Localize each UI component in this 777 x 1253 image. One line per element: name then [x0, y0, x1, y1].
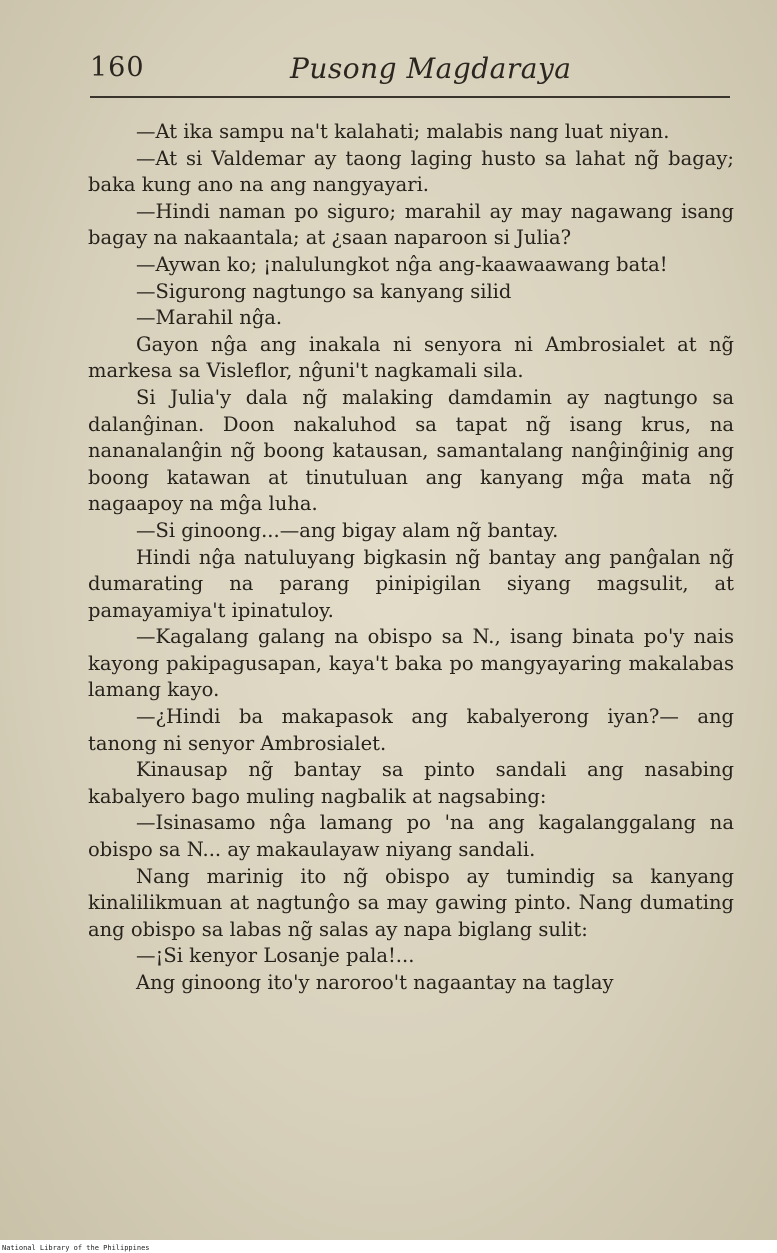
header-rule — [90, 96, 730, 98]
paragraph: —Si ginoong...—ang bigay alam ng̃ bantay. — [136, 518, 559, 542]
body-text — [88, 119, 734, 997]
page-number: 160 — [90, 52, 145, 83]
paragraph: —Sigurong nagtungo sa kanyang silid — [136, 279, 512, 303]
paragraph: Kinausap ng̃ bantay sa pinto sandali ang nasabing kabalyero bago muling nagbalik at nagsabing: — [88, 758, 734, 808]
paragraph: —Isinasamo nĝa lamang po 'na ang kagalanggalang na obispo sa N... ay makaulayaw niyang sandali. — [88, 811, 734, 862]
paragraph: Ang ginoong ito'y naroroo't nagaantay na taglay — [136, 971, 614, 994]
paragraph: —Marahil nĝa. — [136, 306, 283, 330]
paragraph: —¡Si kenyor Losanje pala!... — [136, 944, 415, 968]
paragraph: —Kagalang galang na obispo sa N., isang binata po'y nais kayong pakipagusapan, kaya't baka po mangyayaring makalabas lamang kayo. — [88, 625, 734, 702]
paragraph: Si Julia'y dala ng̃ malaking damdamin ay nagtungo sa dalanĝinan. Doon nakaluhod sa tapat ng̃ isang krus, na nananalanĝin ng̃ boong katausan, samantalang nanĝinĝinig ang boong katawan at tinutuluan ang kanyang mĝa mata ng̃ nagaapoy na mĝa luha. — [88, 385, 734, 516]
paragraph: —At ika sampu na't kalahati; malabis nang luat niyan. — [136, 120, 670, 143]
paragraph: —Aywan ko; ¡nalulungkot nĝa ang-kaawaawang bata! — [136, 252, 668, 276]
page-header — [90, 50, 730, 90]
paragraph: Nang marinig ito ng̃ obispo ay tumindig sa kanyang kinalilikmuan at nagtunĝo sa may gawing pinto. Nang dumating ang obispo sa labas ng̃ salas ay napa biglang sulit: — [88, 864, 734, 941]
running-title: Pusong Magdaraya — [290, 52, 572, 85]
paragraph: —Hindi naman po siguro; marahil ay may nagawang isang bagay na nakaantala; at ¿saan naparoon si Julia? — [88, 199, 734, 250]
library-credit: National Library of the Philippines — [2, 1244, 150, 1252]
paragraph: Hindi nĝa natuluyang bigkasin ng̃ bantay ang panĝalan ng̃ dumarating na parang pinipigilan siyang magsulit, at pamayamiya't ipinatuloy. — [88, 545, 734, 622]
paragraph: —At si Valdemar ay taong laging husto sa lahat ng̃ bagay; baka kung ano na ang nangyayari. — [88, 146, 734, 197]
paragraph: Gayon nĝa ang inakala ni senyora ni Ambrosialet at ng̃ markesa sa Visleflor, nĝuni't nagkamali sila. — [88, 332, 734, 383]
paragraph: —¿Hindi ba makapasok ang kabalyerong iyan?— ang tanong ni senyor Ambrosialet. — [88, 705, 734, 755]
